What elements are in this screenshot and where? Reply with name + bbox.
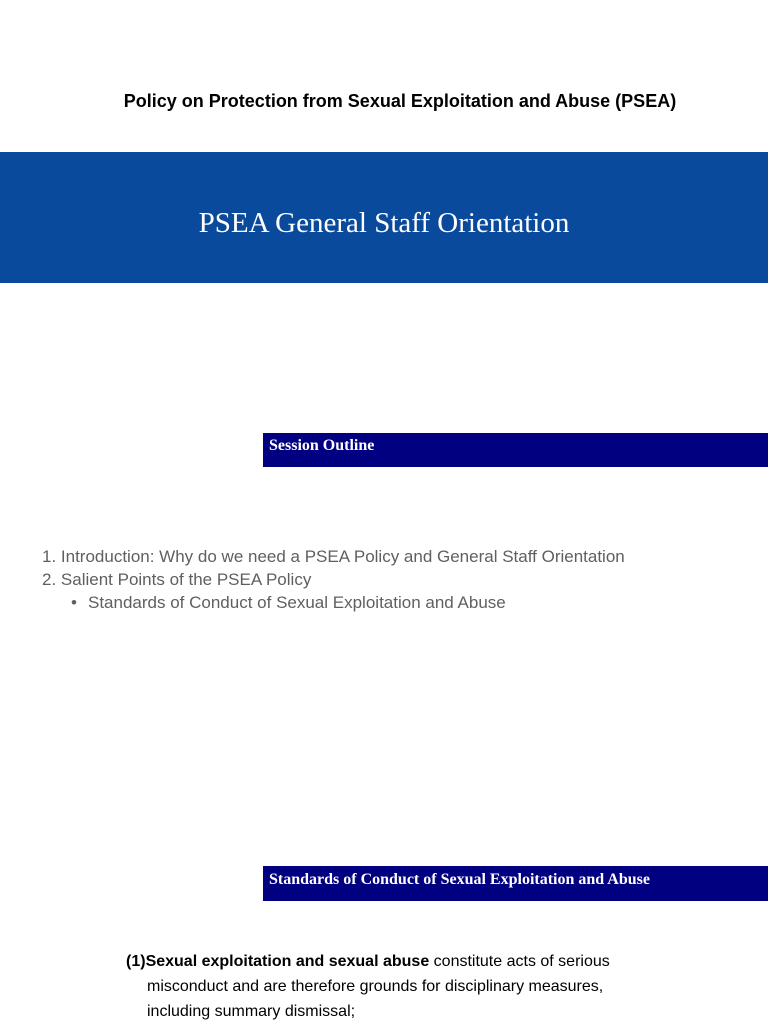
banner-title: PSEA General Staff Orientation [198,207,570,239]
document-title: Policy on Protection from Sexual Exploitation and Abuse (PSEA) [123,91,677,111]
title-banner [0,152,768,283]
outline-sub-item [42,591,625,614]
session-outline-list [42,545,625,614]
clause-text: constitute acts of serious [429,953,610,970]
outline-item: 1. Introduction: Why do we need a PSEA Policy and General Staff Orientation [42,547,625,566]
clause-number: (1) [126,953,146,970]
session-outline-header: Session Outline [263,433,768,467]
outline-sub-item-text: Standards of Conduct of Sexual Exploitation and Abuse [88,593,506,612]
clause-bold-text: Sexual exploitation and sexual abuse [145,953,430,970]
clause-1 [126,949,686,1024]
clause-line: including summary dismissal; [147,1003,356,1020]
standards-header: Standards of Conduct of Sexual Exploitation and Abuse [263,866,768,901]
clause-line [126,949,686,974]
bullet-icon: • [71,593,77,612]
clause-line: misconduct and are therefore grounds for disciplinary measures, [147,978,604,995]
outline-item: 2. Salient Points of the PSEA Policy [42,570,312,589]
